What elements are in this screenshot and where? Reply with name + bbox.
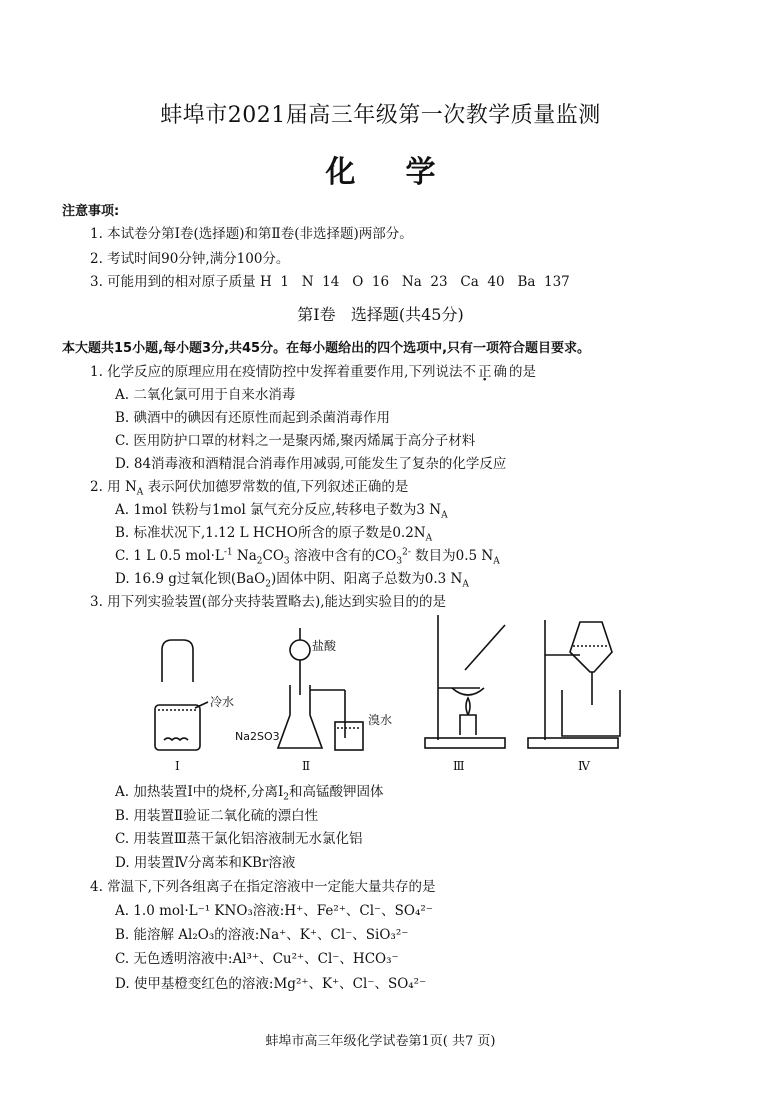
notice-heading: 注意事项: [62,204,120,219]
q3-option-d: D. 用装置Ⅳ分离苯和KBr溶液 [115,855,296,871]
solid-1 [164,738,188,740]
stand-base-3 [425,738,505,748]
question-2-stem [90,475,408,498]
q2-c-sub1: 2 [256,556,263,567]
evaporating-dish [452,688,484,695]
page-footer: 蚌埠市高三年级化学试卷第1页( 共7 页) [265,1034,496,1049]
apparatus-drawing [150,610,630,775]
q3-option-a [115,780,384,803]
cold-water-label: 冷水 [210,695,235,709]
q2-a-sub: A [441,510,448,521]
hcl-label: 盐酸 [312,639,337,653]
q1-stem-part: 1. 化学反应的原理应用在疫情防控中发挥着重要作用,下列说法 [90,364,463,380]
q4-option-a: A. 1.0 mol·L⁻¹ KNO₃溶液:H⁺、Fe²⁺、Cl⁻、SO₄²⁻ [115,903,433,919]
q2-d-part1: D. 16.9 g过氧化钡(BaO [115,571,266,587]
fig-label-3: Ⅲ [453,759,465,773]
beaker-2 [335,722,363,750]
q2-d-sub2: A [462,579,469,590]
fig-label-4: Ⅳ [578,759,590,773]
q3-a-part1: A. 加热装置Ⅰ中的烧杯,分离I [115,784,284,800]
q1-option-a: A. 二氧化氯可用于自来水消毒 [115,387,296,403]
notice-item-2: 2. 考试时间90分钟,满分100分。 [90,251,290,267]
q2-b-sub: A [425,533,433,544]
q2-option-a [115,498,448,521]
q2-c-part5: 数目为0.5 N [410,548,494,564]
q3-a-part2: 和高锰酸钾固体 [289,784,384,800]
q2-c-sup2: 2- [402,547,411,558]
q1-option-d: D. 84消毒液和酒精混合消毒作用减弱,可能发生了复杂的化学反应 [115,456,507,472]
dropping-funnel [290,640,310,660]
question-3-stem: 3. 用下列实验装置(部分夹持装置略去),能达到实验目的的是 [90,594,446,610]
q1-option-c: C. 医用防护口罩的材料之一是聚丙烯,聚丙烯属于高分子材料 [115,433,476,449]
beaker-4 [562,690,620,736]
q4-option-b: B. 能溶解 Al₂O₃的溶液:Na⁺、K⁺、Cl⁻、SiO₃²⁻ [115,927,409,943]
q2-c-sub2: 3 [283,556,290,567]
q2-a-text: A. 1mol 铁粉与1mol 氯气充分反应,转移电子数为3 N [115,502,442,518]
q3-option-c: C. 用装置Ⅲ蒸干氯化铝溶液制无水氯化铝 [115,831,363,847]
q4-option-c: C. 无色透明溶液中:Al³⁺、Cu²⁺、Cl⁻、HCO₃⁻ [115,951,399,967]
section-description: 本大题共15小题,每小题3分,共45分。在每小题给出的四个选项中,只有一项符合题目要求。 [62,341,591,356]
q2-c-part1: C. 1 L 0.5 mol·L [115,548,224,564]
q4-option-d: D. 使甲基橙变红色的溶液:Mg²⁺、K⁺、Cl⁻、SO₄²⁻ [115,976,427,992]
q2-d-part2: )固体中阴、阳离子总数为0.3 N [270,571,463,587]
na2so3-label: Na2SO3 [235,730,280,743]
alcohol-lamp [460,715,476,735]
q2-d-sub1: 2 [265,579,271,590]
q2-b-text: B. 标准状况下,1.12 L HCHO所含的原子数是0.2N [115,525,426,541]
q1-option-b: B. 碘酒中的碘因有还原性而起到杀菌消毒作用 [115,410,391,426]
q2-c-part4: 溶液中含有的CO [289,548,397,564]
question-4-stem: 4. 常温下,下列各组离子在指定溶液中一定能大量共存的是 [90,879,436,895]
apparatus-figure [150,610,630,775]
fig-label-1: Ⅰ [175,759,180,773]
q1-emphasis [462,364,509,380]
fig-label-2: Ⅱ [302,759,311,773]
section-title: 第Ⅰ卷 选择题(共45分) [297,305,464,324]
stand-base-4 [528,738,618,748]
apparatus-1 [155,640,208,750]
apparatus-3 [425,615,505,748]
q2-stem-rest: 表示阿伏加德罗常数的值,下列叙述正确的是 [143,479,409,495]
q2-c-sub4: A [493,556,500,567]
q2-stem-sub: A [136,487,144,498]
q2-c-part2: Na [232,548,257,564]
bromine-water-label: 溴水 [368,713,393,727]
q3-option-b: B. 用装置Ⅱ验证二氧化硫的漂白性 [115,808,319,824]
notice-item-3: 3. 可能用到的相对原子质量 H 1 N 14 O 16 Na 23 Ca 40 Ba 137 [90,274,570,290]
flame [466,698,470,715]
q3-a-sub: 2 [283,792,290,803]
beaker-1 [155,705,200,750]
q2-option-b [115,521,432,544]
q1-stem-end: 的是 [508,364,536,380]
glass-rod [465,625,505,670]
notice-item-1: 1. 本试卷分第Ⅰ卷(选择题)和第Ⅱ卷(非选择题)两部分。 [90,226,413,242]
q2-stem-part: 2. 用 N [90,479,137,495]
q2-c-sup1: -1 [223,547,233,558]
flask-1 [162,640,193,682]
q2-c-sub3: 3 [396,556,403,567]
separatory-funnel [570,622,612,672]
exam-title: 蚌埠市2021届高三年级第一次教学质量监测 [160,103,601,128]
subject-title: 化学 [325,155,486,190]
q2-option-c [115,544,500,567]
question-1-stem [90,360,536,380]
apparatus-4 [528,620,620,748]
q2-option-d [115,567,469,590]
q2-c-part3: CO [262,548,284,564]
q1-emphasis-text: 不正确 [462,364,509,380]
